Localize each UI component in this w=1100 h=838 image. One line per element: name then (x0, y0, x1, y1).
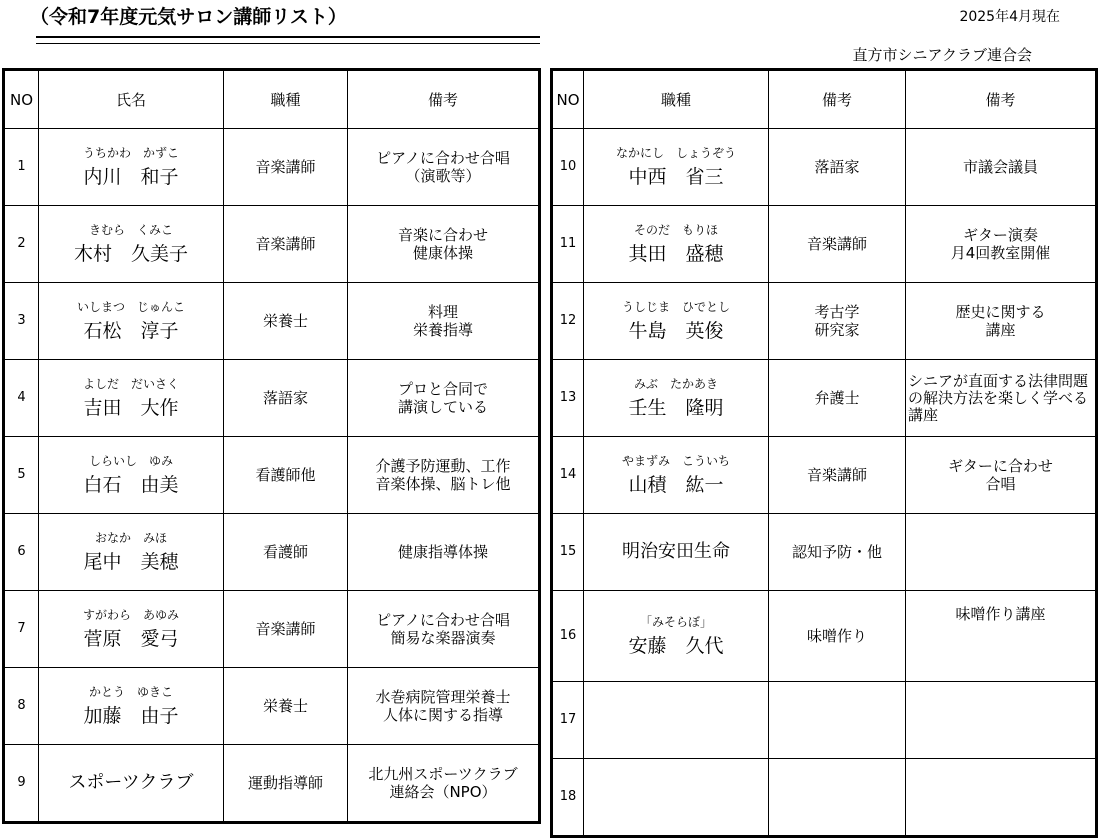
row-number: 17 (552, 682, 584, 759)
job-cell: 音楽講師 (224, 206, 348, 283)
table-row (4, 591, 540, 668)
table-row (4, 129, 540, 206)
header-note: 備考 (769, 70, 906, 129)
table-row (552, 682, 1097, 759)
lecturer-name: 吉田 大作 (83, 397, 179, 419)
job-cell: 落語家 (224, 360, 348, 437)
lecturer-name-cell (584, 283, 769, 360)
name-furigana: うちかわ かずこ (82, 146, 179, 160)
note-cell: シニアが直面する法律問題の解決方法を楽しく学べる講座 (906, 360, 1097, 437)
as-of-date: 2025年4月現在 (959, 9, 1060, 25)
name-furigana: おなか みほ (94, 531, 167, 545)
header-job: 職種 (224, 70, 348, 129)
row-number: 1 (4, 129, 39, 206)
header-note: 備考 (348, 70, 540, 129)
row-number: 7 (4, 591, 39, 668)
table-row (552, 206, 1097, 283)
name-furigana: よしだ だいさく (82, 377, 179, 391)
header-job: 職種 (584, 70, 769, 129)
table-row (552, 360, 1097, 437)
lecturer-name: 山積 紘一 (628, 474, 724, 496)
lecturer-name-cell (39, 591, 224, 668)
table-header-row (4, 70, 540, 129)
note-cell (906, 759, 1097, 837)
name-furigana: うしじま ひでとし (621, 300, 730, 314)
job-cell: 弁護士 (769, 360, 906, 437)
name-furigana: かとう ゆきこ (88, 685, 173, 699)
job-cell: 味噌作り (769, 591, 906, 682)
name-furigana: すがわら あゆみ (82, 608, 179, 622)
left-lecturer-table (2, 68, 541, 824)
row-number: 13 (552, 360, 584, 437)
row-number: 14 (552, 437, 584, 514)
job-cell (769, 682, 906, 759)
name-furigana: しらいし ゆみ (88, 454, 173, 468)
note-cell: 水巻病院管理栄養士 人体に関する指導 (348, 668, 540, 745)
table-row (552, 129, 1097, 206)
row-number: 3 (4, 283, 39, 360)
job-cell: 落語家 (769, 129, 906, 206)
table-row (4, 283, 540, 360)
row-number: 4 (4, 360, 39, 437)
table-header-row (552, 70, 1097, 129)
name-furigana: やまずみ こういち (621, 454, 730, 468)
table-row (4, 360, 540, 437)
header-no: NO (552, 70, 584, 129)
job-cell: 栄養士 (224, 283, 348, 360)
lecturer-name-cell (39, 745, 224, 823)
lecturer-name-cell (39, 360, 224, 437)
table-row (4, 668, 540, 745)
row-number: 15 (552, 514, 584, 591)
table-row (552, 514, 1097, 591)
right-lecturer-table (550, 68, 1098, 838)
lecturer-name-cell (584, 759, 769, 837)
header-name: 氏名 (39, 70, 224, 129)
job-cell: 認知予防・他 (769, 514, 906, 591)
note-cell: ピアノに合わせ合唱 （演歌等） (348, 129, 540, 206)
note-cell: 音楽に合わせ 健康体操 (348, 206, 540, 283)
lecturer-name: 木村 久美子 (73, 243, 188, 265)
name-furigana: なかにし しょうぞう (615, 146, 736, 160)
table-row (4, 514, 540, 591)
name-furigana: きむら くみこ (88, 223, 173, 237)
job-cell: 看護師 (224, 514, 348, 591)
job-cell (769, 759, 906, 837)
lecturer-name: 牛島 英俊 (628, 320, 724, 342)
lecturer-name-cell (39, 437, 224, 514)
lecturer-name: 尾中 美穂 (83, 551, 179, 573)
job-cell: 音楽講師 (224, 591, 348, 668)
lecturer-name-cell (584, 514, 769, 591)
table-row (552, 759, 1097, 837)
title-underline (36, 36, 540, 44)
note-cell: 介護予防運動、工作 音楽体操、脳トレ他 (348, 437, 540, 514)
lecturer-name: 明治安田生命 (622, 541, 730, 562)
lecturer-name-cell (39, 514, 224, 591)
lecturer-name-cell (39, 283, 224, 360)
note-cell (906, 514, 1097, 591)
note-cell: ギターに合わせ 合唱 (906, 437, 1097, 514)
row-number: 12 (552, 283, 584, 360)
table-row (552, 591, 1097, 682)
page-title: （令和7年度元気サロン講師リスト） (30, 6, 347, 28)
job-cell: 看護師他 (224, 437, 348, 514)
lecturer-name-cell (584, 437, 769, 514)
note-cell: 味噌作り講座 (906, 591, 1097, 682)
lecturer-name-cell (584, 591, 769, 682)
lecturer-name: 内川 和子 (83, 166, 179, 188)
lecturer-name: 菅原 愛弓 (83, 628, 179, 650)
lecturer-name: 安藤 久代 (628, 635, 724, 657)
job-cell: 音楽講師 (224, 129, 348, 206)
table-row (4, 745, 540, 823)
note-cell: ギター演奏 月4回教室開催 (906, 206, 1097, 283)
job-cell: 運動指導師 (224, 745, 348, 823)
table-row (4, 206, 540, 283)
lecturer-name-cell (39, 668, 224, 745)
note-cell: 北九州スポーツクラブ 連絡会（NPO） (348, 745, 540, 823)
name-furigana: 「みそらぼ」 (639, 615, 712, 629)
name-furigana: そのだ もりほ (633, 223, 718, 237)
note-cell: プロと合同で 講演している (348, 360, 540, 437)
row-number: 6 (4, 514, 39, 591)
lecturer-name-cell (584, 360, 769, 437)
lecturer-name-cell (584, 682, 769, 759)
note-cell: 料理 栄養指導 (348, 283, 540, 360)
lecturer-name: 中西 省三 (628, 166, 724, 188)
table-row (552, 437, 1097, 514)
note-cell: 市議会議員 (906, 129, 1097, 206)
row-number: 16 (552, 591, 584, 682)
lecturer-name-cell (39, 206, 224, 283)
organization-name: 直方市シニアクラブ連合会 (852, 46, 1032, 64)
row-number: 18 (552, 759, 584, 837)
name-furigana: みぶ たかあき (633, 377, 718, 391)
note-cell: ピアノに合わせ合唱 簡易な楽器演奏 (348, 591, 540, 668)
job-cell: 音楽講師 (769, 206, 906, 283)
row-number: 5 (4, 437, 39, 514)
note-cell: 健康指導体操 (348, 514, 540, 591)
lecturer-name-cell (584, 129, 769, 206)
name-furigana: いしまつ じゅんこ (76, 300, 185, 314)
row-number: 9 (4, 745, 39, 823)
row-number: 2 (4, 206, 39, 283)
job-cell: 考古学 研究家 (769, 283, 906, 360)
job-cell: 音楽講師 (769, 437, 906, 514)
lecturer-name-cell (39, 129, 224, 206)
lecturer-name-cell (584, 206, 769, 283)
header-note-2: 備考 (906, 70, 1097, 129)
table-row (552, 283, 1097, 360)
row-number: 10 (552, 129, 584, 206)
note-cell (906, 682, 1097, 759)
header-no: NO (4, 70, 39, 129)
lecturer-name: スポーツクラブ (68, 772, 194, 793)
job-cell: 栄養士 (224, 668, 348, 745)
row-number: 11 (552, 206, 584, 283)
note-cell: 歴史に関する 講座 (906, 283, 1097, 360)
lecturer-name: 壬生 隆明 (628, 397, 724, 419)
table-row (4, 437, 540, 514)
lecturer-name: 加藤 由子 (83, 705, 179, 727)
row-number: 8 (4, 668, 39, 745)
lecturer-name: 其田 盛穂 (628, 243, 724, 265)
lecturer-name: 白石 由美 (83, 474, 179, 496)
lecturer-name: 石松 淳子 (83, 320, 179, 342)
